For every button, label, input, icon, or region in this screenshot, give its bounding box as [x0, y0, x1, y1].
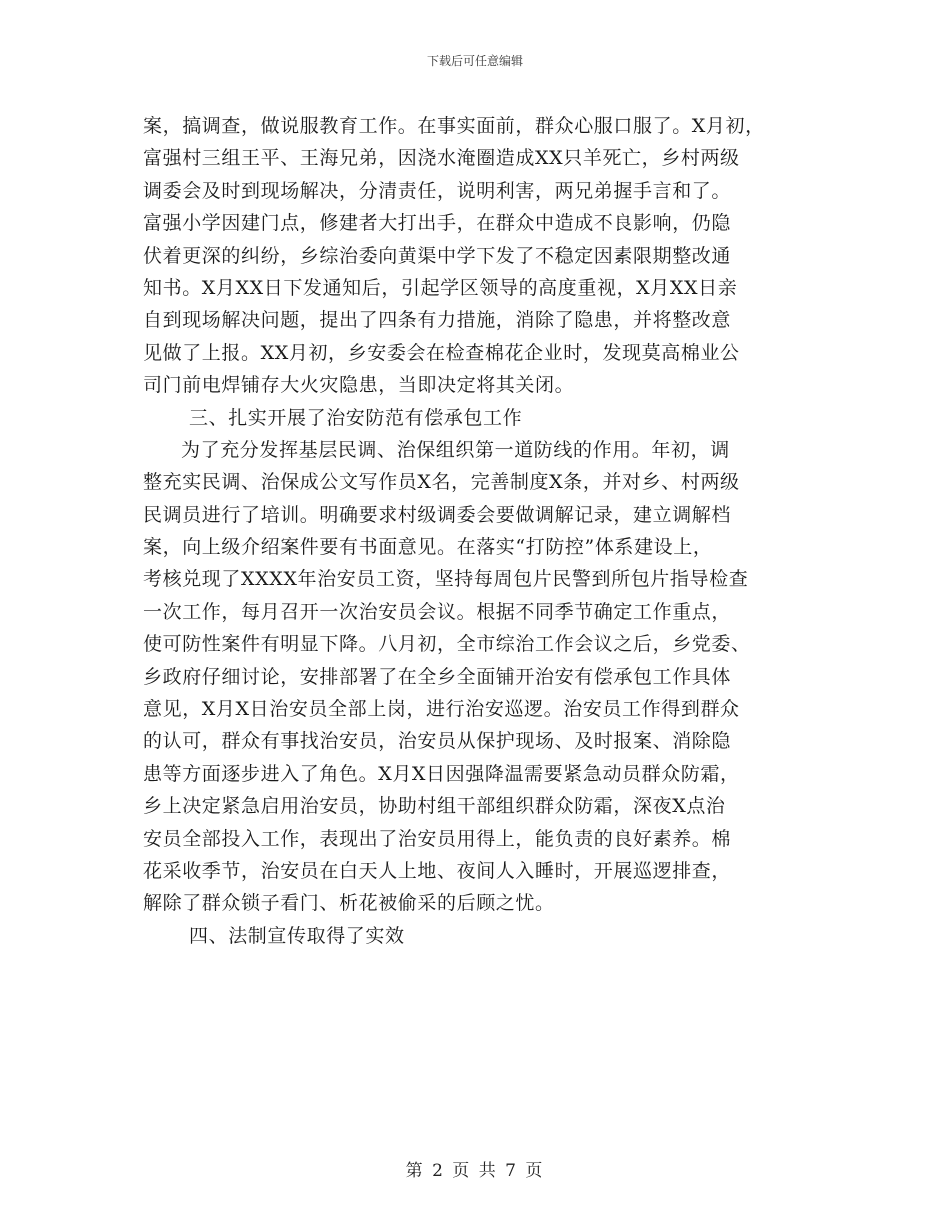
body-text-line: 见做了上报。XX月初，乡安委会在检查棉花企业时，发现莫高棉业公: [143, 341, 740, 364]
body-text-line: 案，向上级介绍案件要有书面意见。在落实“打防控”体系建设上，: [143, 536, 713, 559]
body-text-line: 富强小学因建门点，修建者大打出手，在群众中造成不良影响，仍隐: [143, 212, 732, 235]
body-text-line: 自到现场解决问题，提出了四条有力措施，消除了隐患，并将整改意: [143, 309, 732, 332]
body-text-line: 知书。X月XX日下发通知后，引起学区领导的高度重视，X月XX日亲: [143, 276, 738, 299]
body-text-line: 花采收季节，治安员在白天人上地、夜间人入睡时，开展巡逻排查，: [143, 859, 732, 882]
section-heading: 三、扎实开展了治安防范有偿承包工作: [189, 406, 523, 429]
body-text-line: 乡政府仔细讨论，安排部署了在全乡全面铺开治安有偿承包工作具体: [143, 665, 732, 688]
body-text-line: 伏着更深的纠纷，乡综治委向黄渠中学下发了不稳定因素限期整改通: [143, 244, 732, 267]
page-header-note: 下载后可任意编辑: [426, 54, 523, 68]
body-text-line: 乡上决定紧急启用治安员，协助村组干部组织群众防霜，深夜X点治: [143, 795, 726, 818]
page-number: 第 2 页 共 7 页: [405, 1161, 545, 1181]
body-text-line: 为了充分发挥基层民调、治保组织第一道防线的作用。年初，调: [181, 438, 730, 461]
body-text-line: 意见，X月X日治安员全部上岗，进行治安巡逻。治安员工作得到群众: [143, 698, 740, 721]
body-text-line: 调委会及时到现场解决，分清责任，说明利害，两兄弟握手言和了。: [143, 179, 732, 202]
body-text-line: 使可防性案件有明显下降。八月初，全市综治工作会议之后，乡党委、: [143, 633, 751, 656]
body-text-line: 整充实民调、治保成公文写作员X名，完善制度X条，并对乡、村两级: [143, 471, 740, 494]
body-text-line: 患等方面逐步进入了角色。X月X日因强降温需要紧急动员群众防霜，: [143, 762, 740, 785]
section-heading: 四、法制宣传取得了实效: [189, 924, 405, 947]
body-text-line: 民调员进行了培训。明确要求村级调委会要做调解记录，建立调解档: [143, 503, 732, 526]
body-text-line: 司门前电焊铺存大火灾隐患，当即决定将其关闭。: [143, 374, 575, 397]
body-text-line: 安员全部投入工作，表现出了治安员用得上，能负责的良好素养。棉: [143, 827, 732, 850]
body-text-line: 一次工作，每月召开一次治安员会议。根据不同季节确定工作重点，: [143, 600, 732, 623]
body-text-line: 的认可，群众有事找治安员，治安员从保护现场、及时报案、消除隐: [143, 730, 732, 753]
body-text-line: 富强村三组王平、王海兄弟，因浇水淹圈造成XX只羊死亡，乡村两级: [143, 147, 740, 170]
body-text-line: 解除了群众锁子看门、析花被偷采的后顾之忧。: [143, 892, 555, 915]
document-body: [143, 110, 823, 952]
body-text-line: 案，搞调查，做说服教育工作。在事实面前，群众心服口服了。X月初，: [143, 115, 765, 137]
body-text-line: 考核兑现了XXXX年治安员工资，坚持每周包片民警到所包片指导检查: [143, 568, 749, 591]
